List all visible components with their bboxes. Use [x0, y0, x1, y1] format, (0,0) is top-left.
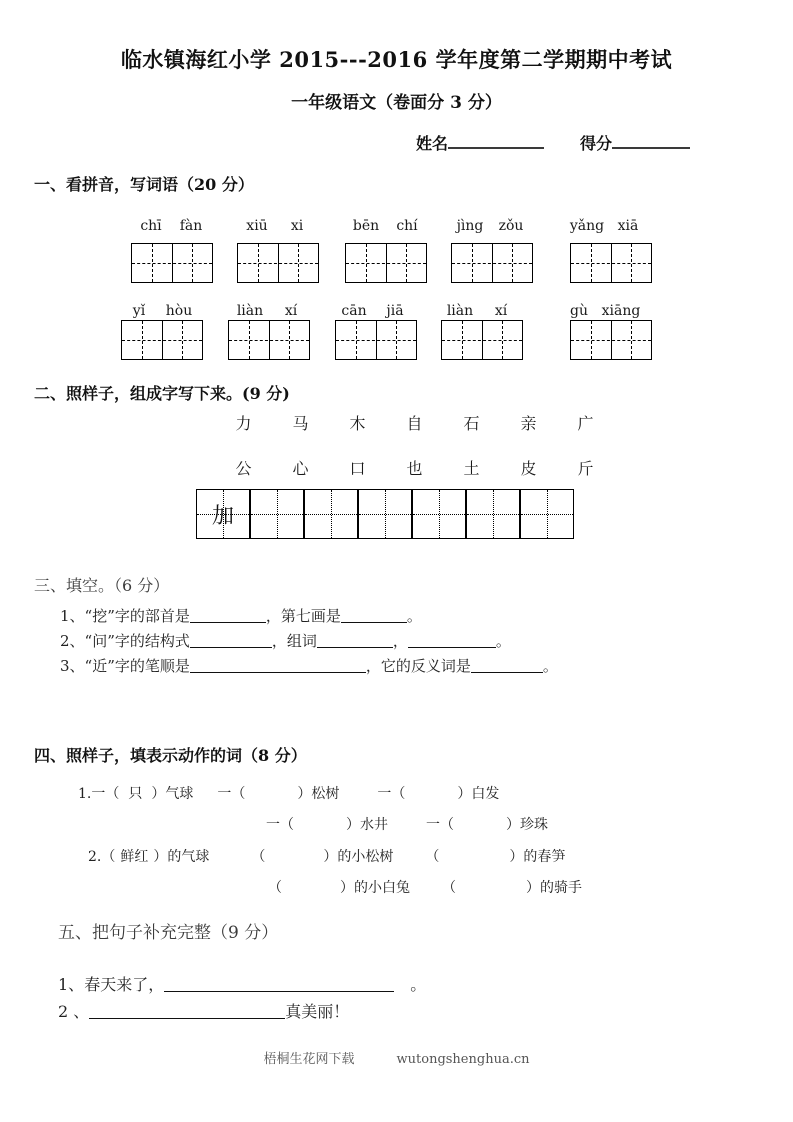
section-2-char-row-2 — [215, 456, 615, 479]
score-label: 得分 — [580, 134, 613, 153]
s4-l2-pre-0: 一（ — [266, 817, 294, 833]
answer-square-glyph-2 — [305, 490, 357, 538]
page-subtitle: 一年级语文（卷面分 3 分） — [291, 93, 502, 113]
s4-l3-fill-0[interactable]: 鲜红 — [120, 849, 149, 865]
s4-l3-post-0: ）的气球 — [153, 849, 210, 865]
s4-l3-pre-2: （ — [425, 849, 440, 865]
s3-q3-num: 3、 — [60, 657, 85, 675]
pinyin-2-4: liàn xí — [446, 303, 508, 319]
section-3-item-2 — [60, 630, 511, 651]
s3-q2-d: 。 — [495, 632, 511, 650]
footer-watermark — [0, 1048, 793, 1067]
answer-square-glyph-5 — [467, 490, 519, 538]
section-4-heading: 四、照样子，填表示动作的词（8 分） — [34, 746, 307, 765]
s3-q2-blank-2[interactable] — [317, 632, 393, 648]
section-3-heading: 三、填空。（6 分） — [34, 576, 170, 595]
tianzige-1-3[interactable] — [345, 243, 427, 283]
footer-site-name: 梧桐生花网下载 — [263, 1052, 355, 1067]
s4-l4-post-0: ）的小白兔 — [340, 880, 410, 896]
s4-l1-fill-0[interactable]: 只 — [128, 786, 143, 802]
s4-l4-slot-0[interactable] — [268, 877, 442, 897]
s4-l3-slot-1[interactable] — [251, 846, 425, 866]
pinyin-1-1: chī fàn — [140, 218, 203, 234]
answer-square-glyph-3 — [359, 490, 411, 538]
s3-q1-blank-2[interactable] — [341, 607, 407, 623]
char-b-0: 公 — [235, 459, 252, 478]
tianzige-2-5[interactable] — [570, 320, 652, 360]
pinyin-1-3: bēn chí — [352, 218, 418, 234]
s4-l1-post-2: ）白发 — [457, 786, 500, 802]
s3-q2-b: ，组词 — [271, 632, 317, 650]
char-b-2: 口 — [349, 459, 366, 478]
s5-q1-num: 1、 — [58, 975, 85, 994]
pinyin-2-3: cān jiā — [341, 303, 404, 319]
s3-q3-c: 。 — [542, 657, 558, 675]
s4-l3-num: 2. — [88, 849, 102, 865]
tianzige-1-5[interactable] — [570, 243, 652, 283]
pinyin-1-5: yǎng xiā — [569, 218, 639, 234]
section-1-heading: 一、看拼音，写词语（20 分） — [34, 175, 254, 194]
section-4-line-4 — [268, 877, 582, 897]
answer-square-1[interactable] — [250, 489, 304, 539]
s4-l2-slot-0[interactable] — [266, 814, 426, 834]
page-title: 临水镇海红小学 2015---2016 学年度第二学期期中考试 — [120, 47, 673, 72]
s4-l4-pre-1: （ — [442, 880, 456, 896]
s3-q2-c: ， — [392, 632, 408, 650]
name-input-line[interactable] — [448, 146, 544, 149]
s5-q1-a: 春天来了， — [84, 975, 165, 994]
s4-l1-slot-2[interactable] — [377, 783, 499, 803]
s3-q2-num: 2、 — [60, 632, 85, 650]
char-b-5: 皮 — [520, 459, 537, 478]
s3-q1-c: 。 — [406, 607, 422, 625]
s3-q3-a: “近”字的笔顺是 — [84, 657, 190, 675]
answer-square-5[interactable] — [466, 489, 520, 539]
answer-square-2[interactable] — [304, 489, 358, 539]
section-4-line-1 — [78, 783, 499, 803]
s3-q2-a: “问”字的结构式 — [84, 632, 190, 650]
char-b-1: 心 — [292, 459, 309, 478]
s3-q3-blank-2[interactable] — [471, 657, 543, 673]
answer-square-4[interactable] — [412, 489, 466, 539]
s4-l2-post-1: ）珍珠 — [506, 817, 548, 833]
char-a-6: 广 — [577, 414, 594, 433]
name-label: 姓名 — [416, 134, 449, 153]
section-5-item-2 — [58, 999, 349, 1022]
s3-q2-blank-3[interactable] — [408, 632, 496, 648]
answer-square-3[interactable] — [358, 489, 412, 539]
s4-l1-slot-1[interactable] — [217, 783, 377, 803]
pinyin-1-4: jìng zǒu — [456, 218, 524, 234]
char-b-6: 斤 — [577, 459, 594, 478]
answer-square-glyph-4 — [413, 490, 465, 538]
answer-square-glyph-1 — [251, 490, 303, 538]
s4-l1-post-1: ）松树 — [297, 786, 340, 802]
tianzige-2-1[interactable] — [121, 320, 203, 360]
s3-q1-blank-1[interactable] — [190, 607, 266, 623]
section-2-heading: 二、照样子，组成字写下来。(9 分) — [34, 384, 290, 403]
section-3-item-1 — [60, 605, 422, 626]
answer-square-0[interactable] — [196, 489, 250, 539]
pinyin-1-2: xiū xi — [246, 218, 304, 234]
s4-l1-slot-0[interactable] — [91, 783, 217, 803]
s4-l3-pre-0: （ — [101, 849, 116, 865]
answer-square-glyph-0: 加 — [211, 503, 234, 529]
s4-l1-post-0: ）气球 — [151, 786, 194, 802]
pinyin-2-1: yǐ hòu — [132, 303, 193, 319]
tianzige-2-2[interactable] — [228, 320, 310, 360]
s4-l3-post-1: ）的小松树 — [323, 849, 394, 865]
s3-q1-num: 1、 — [60, 607, 85, 625]
answer-square-6[interactable] — [520, 489, 574, 539]
section-4-line-3 — [88, 846, 565, 866]
pinyin-2-2: liàn xí — [236, 303, 298, 319]
tianzige-2-3[interactable] — [335, 320, 417, 360]
s5-q1-c: 。 — [410, 975, 427, 994]
s4-l4-post-1: ）的骑手 — [526, 880, 582, 896]
tianzige-2-4[interactable] — [441, 320, 523, 360]
char-b-3: 也 — [406, 459, 423, 478]
s4-l3-post-2: ）的春笋 — [509, 849, 566, 865]
s4-l2-slot-1[interactable] — [426, 814, 548, 834]
tianzige-1-2[interactable] — [237, 243, 319, 283]
s3-q2-blank-1[interactable] — [190, 632, 272, 648]
s3-q1-a: “挖”字的部首是 — [84, 607, 190, 625]
section-2-char-row-1 — [215, 411, 615, 434]
char-a-2: 木 — [349, 414, 366, 433]
pinyin-2-5: gù xiāng — [570, 303, 641, 319]
s3-q3-b: ，它的反义词是 — [365, 657, 471, 675]
score-field-group — [580, 131, 690, 154]
s4-l3-slot-0[interactable] — [101, 846, 251, 866]
s4-l4-pre-0: （ — [268, 880, 282, 896]
section-4-line-2 — [266, 814, 548, 834]
footer-site-url: wutongshenghua.cn — [396, 1052, 530, 1067]
tianzige-1-1[interactable] — [131, 243, 213, 283]
s4-l4-slot-1[interactable] — [442, 877, 582, 897]
char-b-4: 土 — [463, 459, 480, 478]
section-5-item-1 — [58, 972, 426, 995]
answer-square-glyph-6 — [521, 490, 573, 538]
char-a-4: 石 — [463, 414, 480, 433]
s4-l1-pre-2: 一（ — [377, 786, 406, 802]
char-a-1: 马 — [292, 414, 309, 433]
s5-q1-blank[interactable] — [164, 975, 394, 992]
s3-q1-b: ，第七画是 — [265, 607, 341, 625]
s4-l2-post-0: ）水井 — [346, 817, 388, 833]
s4-l1-num: 1. — [78, 786, 92, 802]
score-input-line[interactable] — [612, 146, 690, 149]
s4-l1-pre-1: 一（ — [217, 786, 246, 802]
char-a-0: 力 — [235, 414, 252, 433]
s5-q2-b: 真美丽！ — [285, 1002, 350, 1021]
s5-q2-num: 2 、 — [58, 1002, 90, 1021]
tianzige-1-4[interactable] — [451, 243, 533, 283]
s5-q2-blank[interactable] — [89, 1002, 285, 1019]
s4-l3-pre-1: （ — [251, 849, 266, 865]
s3-q3-blank-1[interactable] — [190, 657, 366, 673]
section-5-heading: 五、把句子补充完整（9 分） — [58, 923, 279, 943]
name-field-group — [416, 131, 544, 154]
section-3-item-3 — [60, 655, 558, 676]
s4-l2-pre-1: 一（ — [426, 817, 454, 833]
s4-l1-pre-0: 一（ — [91, 786, 120, 802]
char-a-3: 自 — [406, 414, 423, 433]
char-a-5: 亲 — [520, 414, 537, 433]
s4-l3-slot-2[interactable] — [425, 846, 565, 866]
